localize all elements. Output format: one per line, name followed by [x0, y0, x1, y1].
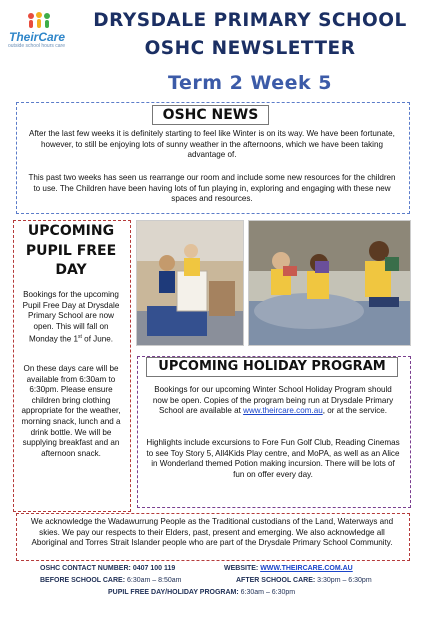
pfd-label: PUPIL FREE DAY/HOLIDAY PROGRAM:: [108, 589, 239, 596]
logo-tagline: outside school hours care: [8, 43, 65, 49]
footer-website-link[interactable]: WWW.THEIRCARE.COM.AU: [260, 565, 353, 572]
pupil-free-paragraph-2: On these days care will be available from 6:30am to 6:30pm. Please ensure children bring clothing appropriate for the weather, morning snack, lunch and a drink bottle. We will be supplying breakfast and an afternoon snack.: [21, 364, 121, 458]
theircare-website-link[interactable]: www.theircare.com.au: [243, 406, 323, 416]
holiday-section: [137, 356, 411, 508]
holiday-paragraph-1: [146, 385, 400, 417]
photo-children-reading: [248, 220, 411, 346]
holiday-paragraph-2: Highlights include excursions to Fore Fun Golf Club, Reading Cinemas to see Toy Story 5, All4Kids Play centre, and MoPA, as well as an Alice in Wonderland themed Potion making incursion. There will be lots of fun on offer every day.: [146, 438, 400, 479]
footer-contact: [40, 565, 175, 572]
before-care-hours: 6:30am – 8:50am: [127, 577, 182, 584]
footer-pupil-free-hours: [108, 589, 295, 596]
after-care-hours: 3:30pm – 6:30pm: [317, 577, 372, 584]
website-label: WEBSITE:: [224, 565, 259, 572]
pfd-hours: 6:30am – 6:30pm: [240, 589, 296, 596]
news-paragraph-2: This past two weeks has seen us rearrange our room and include some new resources for the children to use. The Children have been having lots of fun playing in, exploring and engaging with these new spaces and resources.: [28, 173, 396, 204]
pupil-free-paragraph-1: [20, 290, 122, 346]
pupil-free-title: [14, 222, 128, 281]
footer-after-care: [236, 577, 372, 584]
logo-brand: TheirCare: [9, 30, 66, 44]
footer-before-care: [40, 577, 181, 584]
pupil-free-title-line-2: PUPIL FREE: [25, 242, 117, 259]
photo-children-playing: [136, 220, 244, 346]
newsletter-title: OSHC NEWSLETTER: [144, 38, 356, 59]
news-title: OSHC NEWS: [152, 105, 269, 125]
news-paragraph-1: After the last few weeks it is definitely starting to feel like Winter is on its way. We have been fortunate, however, to still be enjoying lots of sunny weather in the afternoons, which we have been taking advantage of.: [29, 129, 395, 160]
contact-label: OSHC CONTACT NUMBER:: [40, 565, 131, 572]
before-care-label: BEFORE SCHOOL CARE:: [40, 577, 126, 584]
contact-number: 0407 100 119: [132, 565, 176, 572]
after-care-label: AFTER SCHOOL CARE:: [236, 577, 316, 584]
pupil-free-text-b: of June.: [81, 335, 113, 345]
school-title: DRYSDALE PRIMARY SCHOOL: [93, 10, 407, 31]
acknowledgement-text: We acknowledge the Wadawurrung People as the Traditional custodians of the Land, Waterways and skies. We pay our respects to their Elders, past, present and emerging. We also acknowledge all Aboriginal and Torres Strait Islander people who are part of the Drysdale Primary School Community.: [30, 517, 394, 548]
pupil-free-sup: st: [78, 334, 82, 341]
holiday-title: UPCOMING HOLIDAY PROGRAM: [146, 357, 398, 377]
holiday-text-b: , or at the service.: [322, 406, 388, 416]
pupil-free-text-a: Bookings for the upcoming Pupil Free Day at Drysdale Primary School are now open. This will fall on Monday the 1: [22, 290, 120, 345]
pupil-free-title-line-1: UPCOMING: [27, 223, 115, 239]
term-title: Term 2 Week 5: [168, 72, 332, 94]
logo-figures-icon: [4, 10, 74, 32]
theircare-logo: [4, 10, 74, 50]
holiday-text-a: Bookings for our upcoming Winter School Holiday Program should now be open. Copies of the program being run at Drysdale Primary School are available at: [152, 385, 394, 416]
footer-website: [224, 565, 353, 572]
pupil-free-title-line-3: DAY: [55, 262, 87, 278]
